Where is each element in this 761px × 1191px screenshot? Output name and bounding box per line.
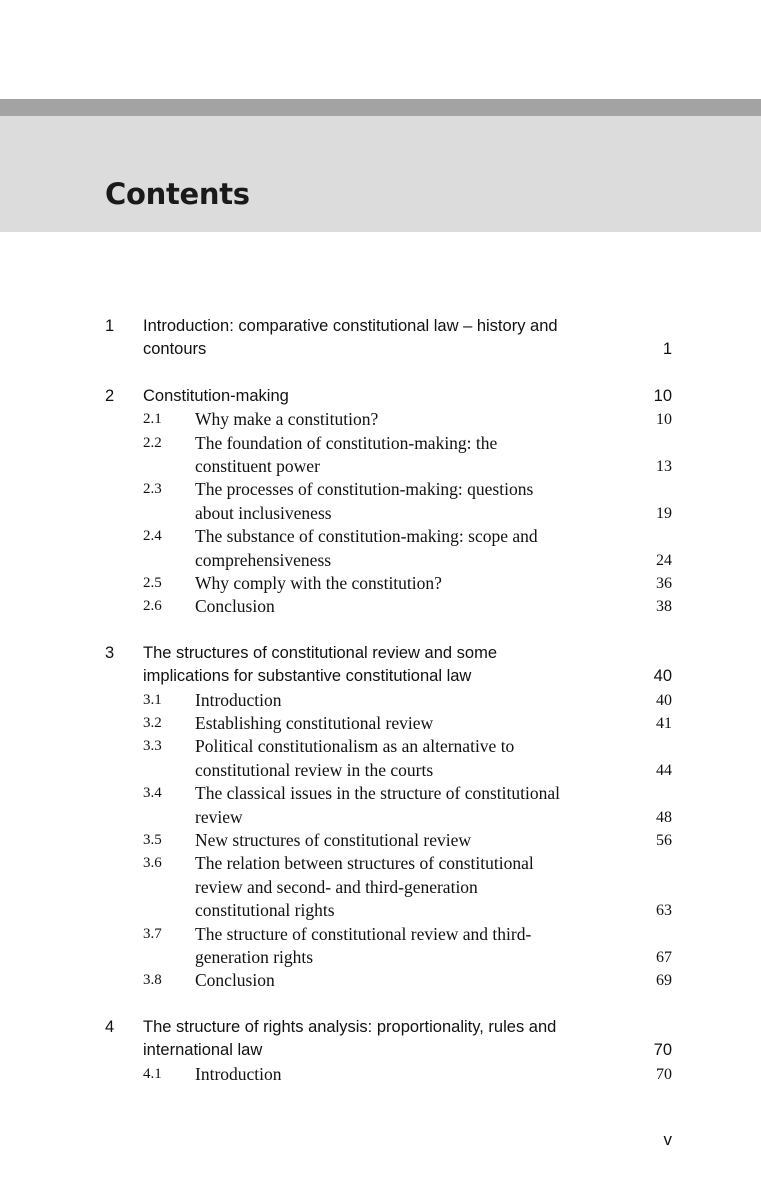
section-title-line: constitutional review in the courts	[195, 759, 434, 780]
chapter-number: 3	[105, 643, 115, 662]
chapter-title	[143, 1016, 623, 1063]
section-title	[195, 595, 625, 618]
section-title-line: The relation between structures of constitutional	[195, 853, 534, 874]
section-title	[195, 735, 625, 782]
section-page: 10	[656, 411, 672, 429]
toc-chapter-entry	[0, 1016, 761, 1063]
section-title	[195, 525, 625, 572]
section-page: 67	[656, 948, 672, 966]
toc-section-entry	[0, 969, 761, 992]
header-top-bar	[0, 99, 761, 116]
chapter-title-line: The structure of rights analysis: proportionality, rules and	[143, 1017, 557, 1036]
chapter-title-line: The structures of constitutional review and some	[143, 643, 498, 662]
section-title-line: review and second- and third-generation	[195, 876, 478, 897]
section-page: 40	[656, 691, 672, 709]
section-title	[195, 712, 625, 735]
section-title-line: Conclusion	[195, 596, 275, 617]
section-page: 19	[656, 504, 672, 522]
chapter-title-line: contours	[143, 340, 207, 359]
section-title	[195, 782, 625, 829]
section-title-line: comprehensiveness	[195, 549, 332, 570]
chapter-number: 4	[105, 1017, 115, 1036]
toc-section-entry	[0, 782, 761, 829]
section-title-line: Conclusion	[195, 970, 275, 991]
section-title-line: The substance of constitution-making: scope and	[195, 526, 538, 547]
section-page: 38	[656, 598, 672, 616]
section-title-line: about inclusiveness	[195, 502, 332, 523]
section-number: 2.4	[143, 528, 162, 545]
section-number: 2.2	[143, 434, 162, 451]
section-number: 3.6	[143, 855, 162, 872]
section-title	[195, 1063, 625, 1086]
section-title	[195, 689, 625, 712]
section-title	[195, 852, 625, 922]
section-page: 13	[656, 457, 672, 475]
section-number: 4.1	[143, 1065, 162, 1082]
toc-chapter-entry	[0, 385, 761, 408]
section-page: 36	[656, 575, 672, 592]
page-title: Contents	[105, 177, 250, 211]
section-number: 3.1	[143, 691, 162, 708]
section-page: 56	[656, 832, 672, 849]
toc-section-entry	[0, 1063, 761, 1086]
section-page: 69	[656, 972, 672, 990]
section-title-line: constitutional rights	[195, 900, 335, 921]
chapter-title	[143, 385, 623, 408]
toc-section-entry	[0, 595, 761, 618]
section-title	[195, 923, 625, 970]
section-title	[195, 969, 625, 992]
section-page: 24	[656, 551, 672, 569]
section-number: 3.5	[143, 832, 162, 848]
section-number: 2.6	[143, 598, 162, 615]
page-number: v	[663, 1130, 672, 1149]
chapter-title-line: implications for substantive constitutional law	[143, 667, 472, 686]
section-title-line: Political constitutionalism as an alternative to	[195, 736, 515, 757]
section-page: 48	[656, 808, 672, 826]
chapter-page: 40	[653, 667, 672, 686]
section-title-line: review	[195, 806, 243, 827]
section-title-line: The foundation of constitution-making: the	[195, 432, 498, 453]
section-number: 2.3	[143, 481, 162, 498]
section-title	[195, 432, 625, 479]
chapter-page: 1	[662, 340, 672, 359]
chapter-title-line: Constitution-making	[143, 386, 289, 405]
toc-section-entry	[0, 408, 761, 431]
section-number: 3.2	[143, 715, 162, 731]
toc-section-entry	[0, 478, 761, 525]
section-title-line: Why comply with the constitution?	[195, 573, 442, 593]
section-title-line: Introduction	[195, 1063, 282, 1084]
toc-chapter-entry	[0, 642, 761, 689]
toc-section-entry	[0, 852, 761, 922]
section-page: 63	[656, 902, 672, 920]
section-title-line: Establishing constitutional review	[195, 713, 434, 733]
section-title	[195, 572, 625, 595]
toc-section-entry	[0, 923, 761, 970]
toc-section-entry	[0, 829, 761, 852]
chapter-title-line: international law	[143, 1041, 263, 1060]
chapter-page: 70	[653, 1041, 672, 1060]
toc-section-entry	[0, 735, 761, 782]
section-page: 41	[656, 715, 672, 732]
section-title-line: generation rights	[195, 947, 314, 967]
chapter-title	[143, 642, 623, 689]
chapter-number: 2	[105, 386, 115, 405]
section-page: 44	[656, 761, 672, 779]
toc-section-entry	[0, 432, 761, 479]
section-title	[195, 478, 625, 525]
toc-section-entry	[0, 572, 761, 595]
chapter-title	[143, 315, 623, 362]
toc-section-entry	[0, 712, 761, 735]
section-title-line: The classical issues in the structure of constitutional	[195, 783, 560, 804]
chapter-number: 1	[105, 317, 115, 335]
section-title-line: New structures of constitutional review	[195, 830, 472, 850]
section-number: 3.3	[143, 738, 162, 755]
section-number: 3.7	[143, 925, 162, 942]
section-title	[195, 408, 625, 431]
toc-section-entry	[0, 525, 761, 572]
toc-chapter-entry	[0, 315, 761, 362]
chapter-title-line: Introduction: comparative constitutional law – history and	[143, 317, 558, 335]
section-title-line: The structure of constitutional review and third-	[195, 923, 532, 944]
section-title-line: Why make a constitution?	[195, 409, 379, 430]
toc-section-entry	[0, 689, 761, 712]
section-number: 2.1	[143, 411, 162, 428]
section-title-line: The processes of constitution-making: questions	[195, 479, 534, 500]
section-number: 2.5	[143, 575, 162, 591]
section-page: 70	[656, 1065, 672, 1083]
chapter-page: 10	[653, 386, 672, 405]
section-number: 3.4	[143, 785, 162, 802]
section-number: 3.8	[143, 972, 162, 989]
section-title	[195, 829, 625, 852]
section-title-line: constituent power	[195, 456, 320, 476]
section-title-line: Introduction	[195, 689, 282, 710]
